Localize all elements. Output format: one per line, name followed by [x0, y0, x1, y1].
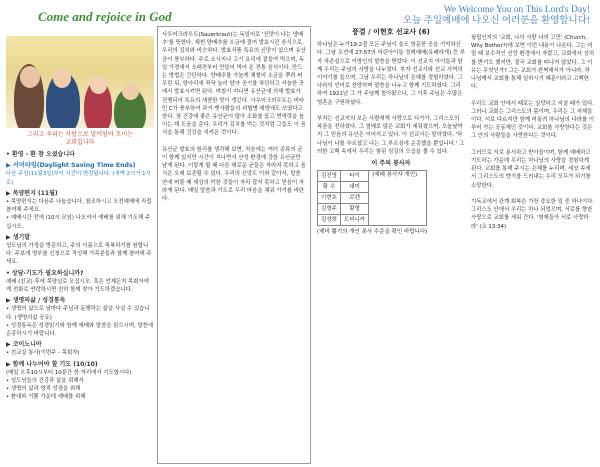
family-photo — [6, 36, 154, 128]
table-row: 김형주 황형 — [318, 204, 427, 215]
missionary-column — [317, 26, 465, 464]
koinonia-title: ▶ 코이노니아 — [6, 341, 42, 349]
prayer-title: ▶ 함께 나누어야 할 기도 (10/10) — [6, 360, 98, 368]
sauerkraut-article — [157, 26, 311, 464]
bulletin-title: Come and rejoice in God — [38, 9, 172, 24]
dst-title: ▶ 서머타임(Daylight Saving Time Ends) — [6, 162, 136, 170]
photo-caption: 그리고 우리는 사랑으로 말미암아 모이는 교회입니다 — [26, 131, 134, 146]
article-text: 사우어크라우트(Sauerkraut)는 독일어로 '신맛이 나는 양배추'를 뜻한다. 채썬 양배추를 소금에 절여 발효시킨 음식으로, 우리의 김치와 비슷하다. 발효식품 특유의 신맛이 있으며 유산균이 풍부하다. 주로 소시지나 고기 요리에 곁들여 먹으며, 독일 가정에서 오래전부터 만들어 먹어 온 전통 음식이다. 만드는 방법은 간단하다. 양배추를 가늘게 채썰어 소금을 뿌려 버무린 뒤, 항아리에 꾹꾹 눌러 담아 공기를 차단하고 서늘한 곳에서 발효시키면 된다. 며칠이 지나면 유산균에 의해 발효가 진행되어 특유의 새콤한 맛이 생긴다. 사우어크라우트는 비타민 C가 풍부하여 과거 뱃사람들의 괴혈병 예방에도 쓰였다고 한다. 장 건강에 좋은 유산균이 많아 소화를 돕고 면역력을 높이는 데 도움을 준다. 우리가 김치를 먹는 것처럼 그들도 이 음식을 통해 건강을 지켜온 것이다. 유산균 발효의 원리를 생각해 보면, 처음에는 여러 종류의 균이 함께 있지만 시간이 지나면서 산성 환경에 강한 유산균만 남게 된다. 이렇게 될 때 다른 해로운 균들은 자라지 못하고 음식은 오래 보존될 수 있다. 우리의 신앙도 이와 같아서, 말씀 안에 머물 때 세상의 악한 것들이 자리 잡지 못하고 믿음이 자라게 된다. 매일 말씀과 기도로 우리 마음을 채워 가기를 바란다. — [162, 32, 306, 203]
dst-text: 다음 주일(11월3일)부터 시간이 변경됩니다. (새벽 2시가 1시로) — [6, 171, 151, 186]
welcome-header — [403, 5, 590, 27]
table-row: 황 수 대미 — [318, 182, 427, 193]
prayer-text: (매일 오후10시부터 10분간 한 자리에서 기도합시다) • 성도님들의 건강과 삶을 위해서 • 생명의 삶과 영적 성장을 위해 • 환대와 기쁨 가운데 예배를 위해 — [6, 369, 132, 401]
bible-text: • 생명의 삶으로 날마다 주님과 동행하는 삶을 사실 수 있습니다. (생명의삶 공유) • 성경통독은 성경읽기와 함께 예배와 말씀을 읽으시며, 말씀에 순종하시기 바랍니다. — [6, 306, 154, 338]
reflection-text: 필립인지의 '교회, 나의 사랑 나의 고민' (Church, Why Bother?)에 보면 이런 내용이 나온다. 그는 어릴 때 보수적인 신앙 환경에서 자랐고, 교회에서 상처를 받기도 했지만, 결국 교회를 떠나지 않았다. 그 이유는 무엇인가? 그는 교회가 완벽해서가 아니라, 하나님께서 교회를 통해 일하시기 때문이라고 고백한다. 우리도 교회 안에서 때로는 실망하고 지칠 때가 있다. 그러나 교회는 그리스도의 몸이며, 우리는 그 지체들이다. 서로 다르지만 함께 어울려 하나님의 나라를 이루어 가는 공동체인 것이다. 교회를 사랑한다는 것은 그 안의 사람들을 사랑한다는 것이다. 그러므로 서로 용서하고 받아들이며, 함께 예배하고 기도하는 가운데 우리는 하나님의 사랑을 경험하게 된다. 교회를 통해 주시는 은혜를 누리며, 세상 속에서 그리스도의 향기를 드러내는 우리 모두가 되기를 소망한다. 기독교에서 관계 회복은 가장 중요한 일 중 하나이다. 그리스도 안에서 우리는 하나 되었으며, 서로를 향한 사랑으로 교회를 세워 간다. '형제들아 서로 사랑하라' (요 13:34) — [471, 35, 595, 230]
announcements-column — [6, 36, 154, 464]
letter-title: ▶ 목양편지 (11월) — [6, 189, 58, 197]
counsel-text: 예배 (친교) 후에 목양실로 오십시오. 혹은 언제든지 목회자에게 전화로 연락하시면 친히 함께 찾아 기도하겠습니다. — [6, 278, 149, 294]
missionary-text: 하나님은 누가19:2절 모든 주님이 울도 방문한 곳을 기억하신다. 그날 오전에 27:57의 어린아이들 정례예배(유쾌하게) 등 부자 자존심으로 이방인의 말씀을 받았다. 이 선교지 아이들과 함께 우리는 주님의 사랑을 나누었다. 부자 선교사와 선교 사역의 이야기를 들으며, 그날 우리는 하나님의 은혜를 경험하였다. 그 나라의 언어로 찬양하며 말씀을 나누고 함께 기도하였다. 그리하여 1921년 그 가 주님께 돌아왔으니, 그 이후 주님은 수많은 영혼을 구원하셨다. 부자는 선교지의 모든 사람에게 사랑으로 다가가, 그리스도의 복음을 전하였다. 그 열매로 많은 교회가 세워졌으며, 오늘날까지 그 믿음의 유산은 이어지고 있다. 이 선교사는 말하였다. '하나님이 나를 부르셨고 나는 그 부르심에 순종했을 뿐입니다.' 그러한 고백 속에서 우리는 참된 섬김의 모습을 볼 수 있다. — [317, 42, 465, 155]
servers-table — [317, 170, 427, 226]
letter-text: • 목양편지는 다음주 나눕습니다. 참조하시고 오전예배에 직접 참여해 주세요. • 예배시간 전에 (10시 모임) 나오셔서 예배를 위해 기도해 주십시오. — [6, 199, 152, 230]
visit-title: ▶ 생기발 — [6, 233, 31, 241]
missionary-title: 풍결 / 이현호 선교사 (6) — [352, 28, 430, 36]
welcome-title: • 환영 - 환 참 오셨습니다 — [6, 151, 75, 158]
table-row: 김성희 도미니카 — [318, 215, 427, 226]
table-row: 이현호 로렌 — [318, 193, 427, 204]
welcome-korean: 오늘 주일예배에 나오신 여러분을 환영합니다! — [402, 16, 590, 26]
table-note: (제비 뽑기의 개인 봉사 수준을 확인 바랍니다) — [317, 229, 428, 236]
bible-title: ▶ 생명의삶 / 성경통독 — [6, 297, 66, 305]
visit-text: 성도님의 가정을 방문하고, 주의 이름으로 축복하기를 원합니다. 주보에 명부를 신청으로 작성해 가족분들과 함께 참여해 주세요. — [6, 243, 152, 266]
koinonia-text: • 친교실 봉사(이번주 - 목회자) — [6, 350, 80, 357]
counsel-title: • 상담·기도가 필요하십니까? — [6, 269, 84, 277]
church-reflection-column — [471, 34, 595, 464]
servers-table-title: 이 주의 봉사자 — [371, 160, 411, 168]
table-row: 김진영 타이 (예배 봉사자 개인) — [318, 171, 427, 182]
welcome-english: We Welcome You on This Lord's Day! — [443, 5, 590, 15]
